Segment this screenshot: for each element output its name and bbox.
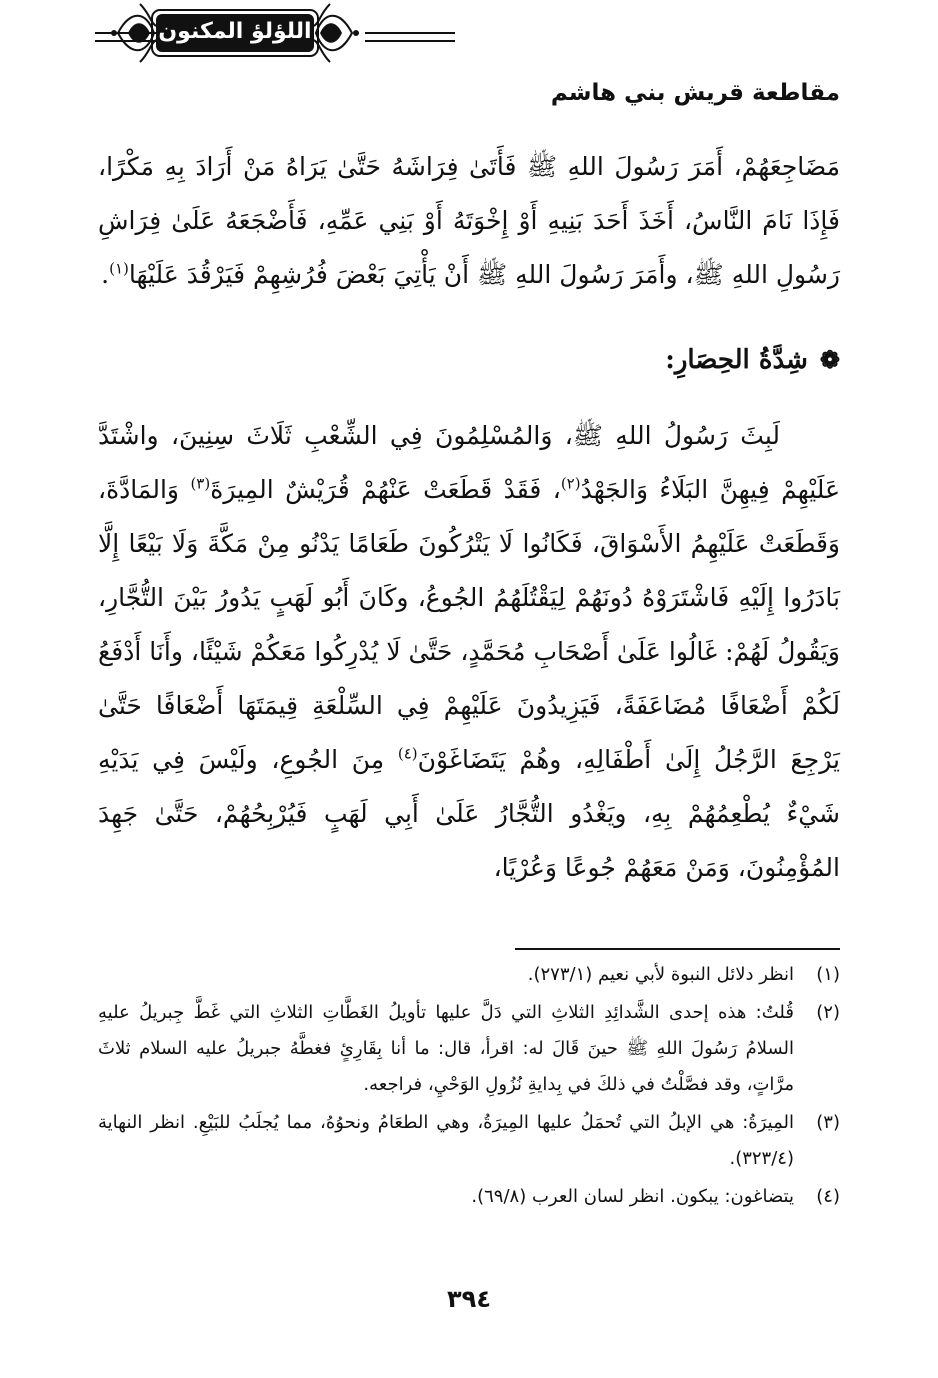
paragraph-2-text-a: لَبِثَ رَسُولُ اللهِ ﷺ، وَالمُسْلِمُونَ فِي الشِّعْبِ ثَلَاثَ سِنِينَ، واشْتَدَّ عَلَيْهِمْ فِيهِنَّ البَلَاءُ وَالجَهْدُ [98, 421, 840, 504]
paragraph-2 [98, 409, 840, 895]
footnote-item [98, 1179, 840, 1215]
footnote-item [98, 957, 840, 993]
footnote-number: (٢) [816, 1002, 840, 1023]
page-number: ٣٩٤ [447, 1285, 491, 1313]
footnote-text: يتضاغون: يبكون. انظر لسان العرب (٦٩/٨). [471, 1186, 794, 1207]
running-chapter-title: مقاطعة قريش بني هاشم [550, 80, 840, 106]
paragraph-2-text-c: وَالمَادَّةَ، وَقَطَعَتْ عَلَيْهِمُ الأَسْوَاقَ، فَكَانُوا لَا يَتْرُكُونَ طَعَامًا يَدْنُو مِنْ مَكَّةَ وَلَا بَيْعًا إِلَّا بَادَرُوا إِلَيْهِ فَاشْتَرَوْهُ دُونَهُمْ لِيَقْتُلَهُمُ الجُوعُ، وكَانَ أَبُو لَهَبٍ يَدُورُ بَيْنَ التُّجَّارِ، وَيَقُولُ لَهُمْ: غَالُوا عَلَىٰ أَصْحَابِ مُحَمَّدٍ، حَتَّىٰ لَا يُدْرِكُوا مَعَكُمْ شَيْئًا، وأَنَا أَدْفَعُ لَكُمْ أَضْعَافًا مُضَاعَفَةً، فَيَزِيدُونَ عَلَيْهِمْ فِي السِّلْعَةِ قِيمَتَهَا أَضْعَافًا حَتَّىٰ يَرْجِعَ الرَّجُلُ إِلَىٰ أَطْفَالِهِ، وهُمْ يَتَضَاغَوْنَ [98, 475, 840, 774]
paragraph-1-end: . [101, 260, 110, 289]
footnote-item [98, 995, 840, 1103]
footnote-ref-2[interactable]: (٢) [560, 474, 581, 493]
header-double-rule-right [365, 32, 455, 42]
footnote-number: (٣) [816, 1112, 840, 1133]
footnote-ref-4[interactable]: (٤) [397, 744, 418, 763]
footnote-number: (١) [816, 964, 840, 985]
footnote-ref-3[interactable]: (٣) [190, 474, 211, 493]
footnote-ref-1[interactable]: (١) [109, 259, 129, 278]
footnote-item [98, 1105, 840, 1177]
paragraph-2-text-d: مِنَ الجُوعِ، ولَيْسَ فِي يَدَيْهِ شَيْءٌ يُطْعِمُهُمْ بِهِ، ويَغْدُو التُّجَّارُ عَلَىٰ أَبِي لَهَبٍ فَيُرْبِحُهُمْ، حَتَّىٰ جَهِدَ المُؤْمِنُونَ، وَمَنْ مَعَهُمْ جُوعًا وَعُرْيًا، [98, 745, 840, 882]
flower-ornament-icon: ❁ [819, 345, 840, 374]
footnote-text: قُلتُ: هذه إحدى الشَّدائِدِ الثلاثِ التي دَلَّ عليها تأويلُ الغَطَّاتِ الثلاثِ التي غَطَّ جِبريلُ عليهِ السلامُ رَسُولَ اللهِ ﷺ حينَ قَالَ له: اقرأ، قال: ما أنا بِقَارِئٍ فغطَّهُ جبريلُ عليه السلام ثلاثَ مرَّاتٍ، وقد فصَّلْتُ في ذلكَ في بِدايةِ نُزُولِ الوَحْيِ، فراجعه. [98, 1002, 794, 1095]
section-heading-text: شِدَّةُ الحِصَارِ: [665, 345, 808, 375]
paragraph-1-text: مَضَاجِعَهُمْ، أَمَرَ رَسُولَ اللهِ ﷺ فَأَتَىٰ فِرَاشَهُ حَتَّىٰ يَرَاهُ مَنْ أَرَادَ بِهِ مَكْرًا، فَإِذَا نَامَ النَّاسُ، أَخَذَ أَحَدَ بَنِيهِ أَوْ إِخْوَتَهُ أَوْ بَنِي عَمِّهِ، فَأَضْجَعَهُ عَلَىٰ فِرَاشِ رَسُولِ اللهِ ﷺ، وأَمَرَ رَسُولَ اللهِ ﷺ أَنْ يَأْتِيَ بَعْضَ فُرُشِهِمْ فَيَرْقُدَ عَلَيْهَا [98, 152, 840, 289]
book-title-badge [110, 0, 360, 66]
section-heading [665, 345, 840, 375]
book-title: اللؤلؤ المكنون [156, 14, 314, 52]
footnote-separator [515, 948, 840, 950]
footnote-text: انظر دلائل النبوة لأبي نعيم (٢٧٣/١). [527, 964, 794, 985]
footnotes [98, 957, 840, 1217]
footnote-number: (٤) [816, 1186, 840, 1207]
footnote-text: المِيرَةُ: هي الإبلُ التي تُحمَلُ عليها المِيرَةُ، وهي الطعَامُ ونحوُهُ، مما يُجلَبُ للبَيْعِ. انظر النهاية (٣٢٣/٤). [98, 1112, 794, 1169]
paragraph-1 [98, 140, 840, 302]
paragraph-2-text-b: ، فَقَدْ قَطَعَتْ عَنْهُمْ قُرَيْشٌ المِيرَةَ [210, 475, 561, 504]
